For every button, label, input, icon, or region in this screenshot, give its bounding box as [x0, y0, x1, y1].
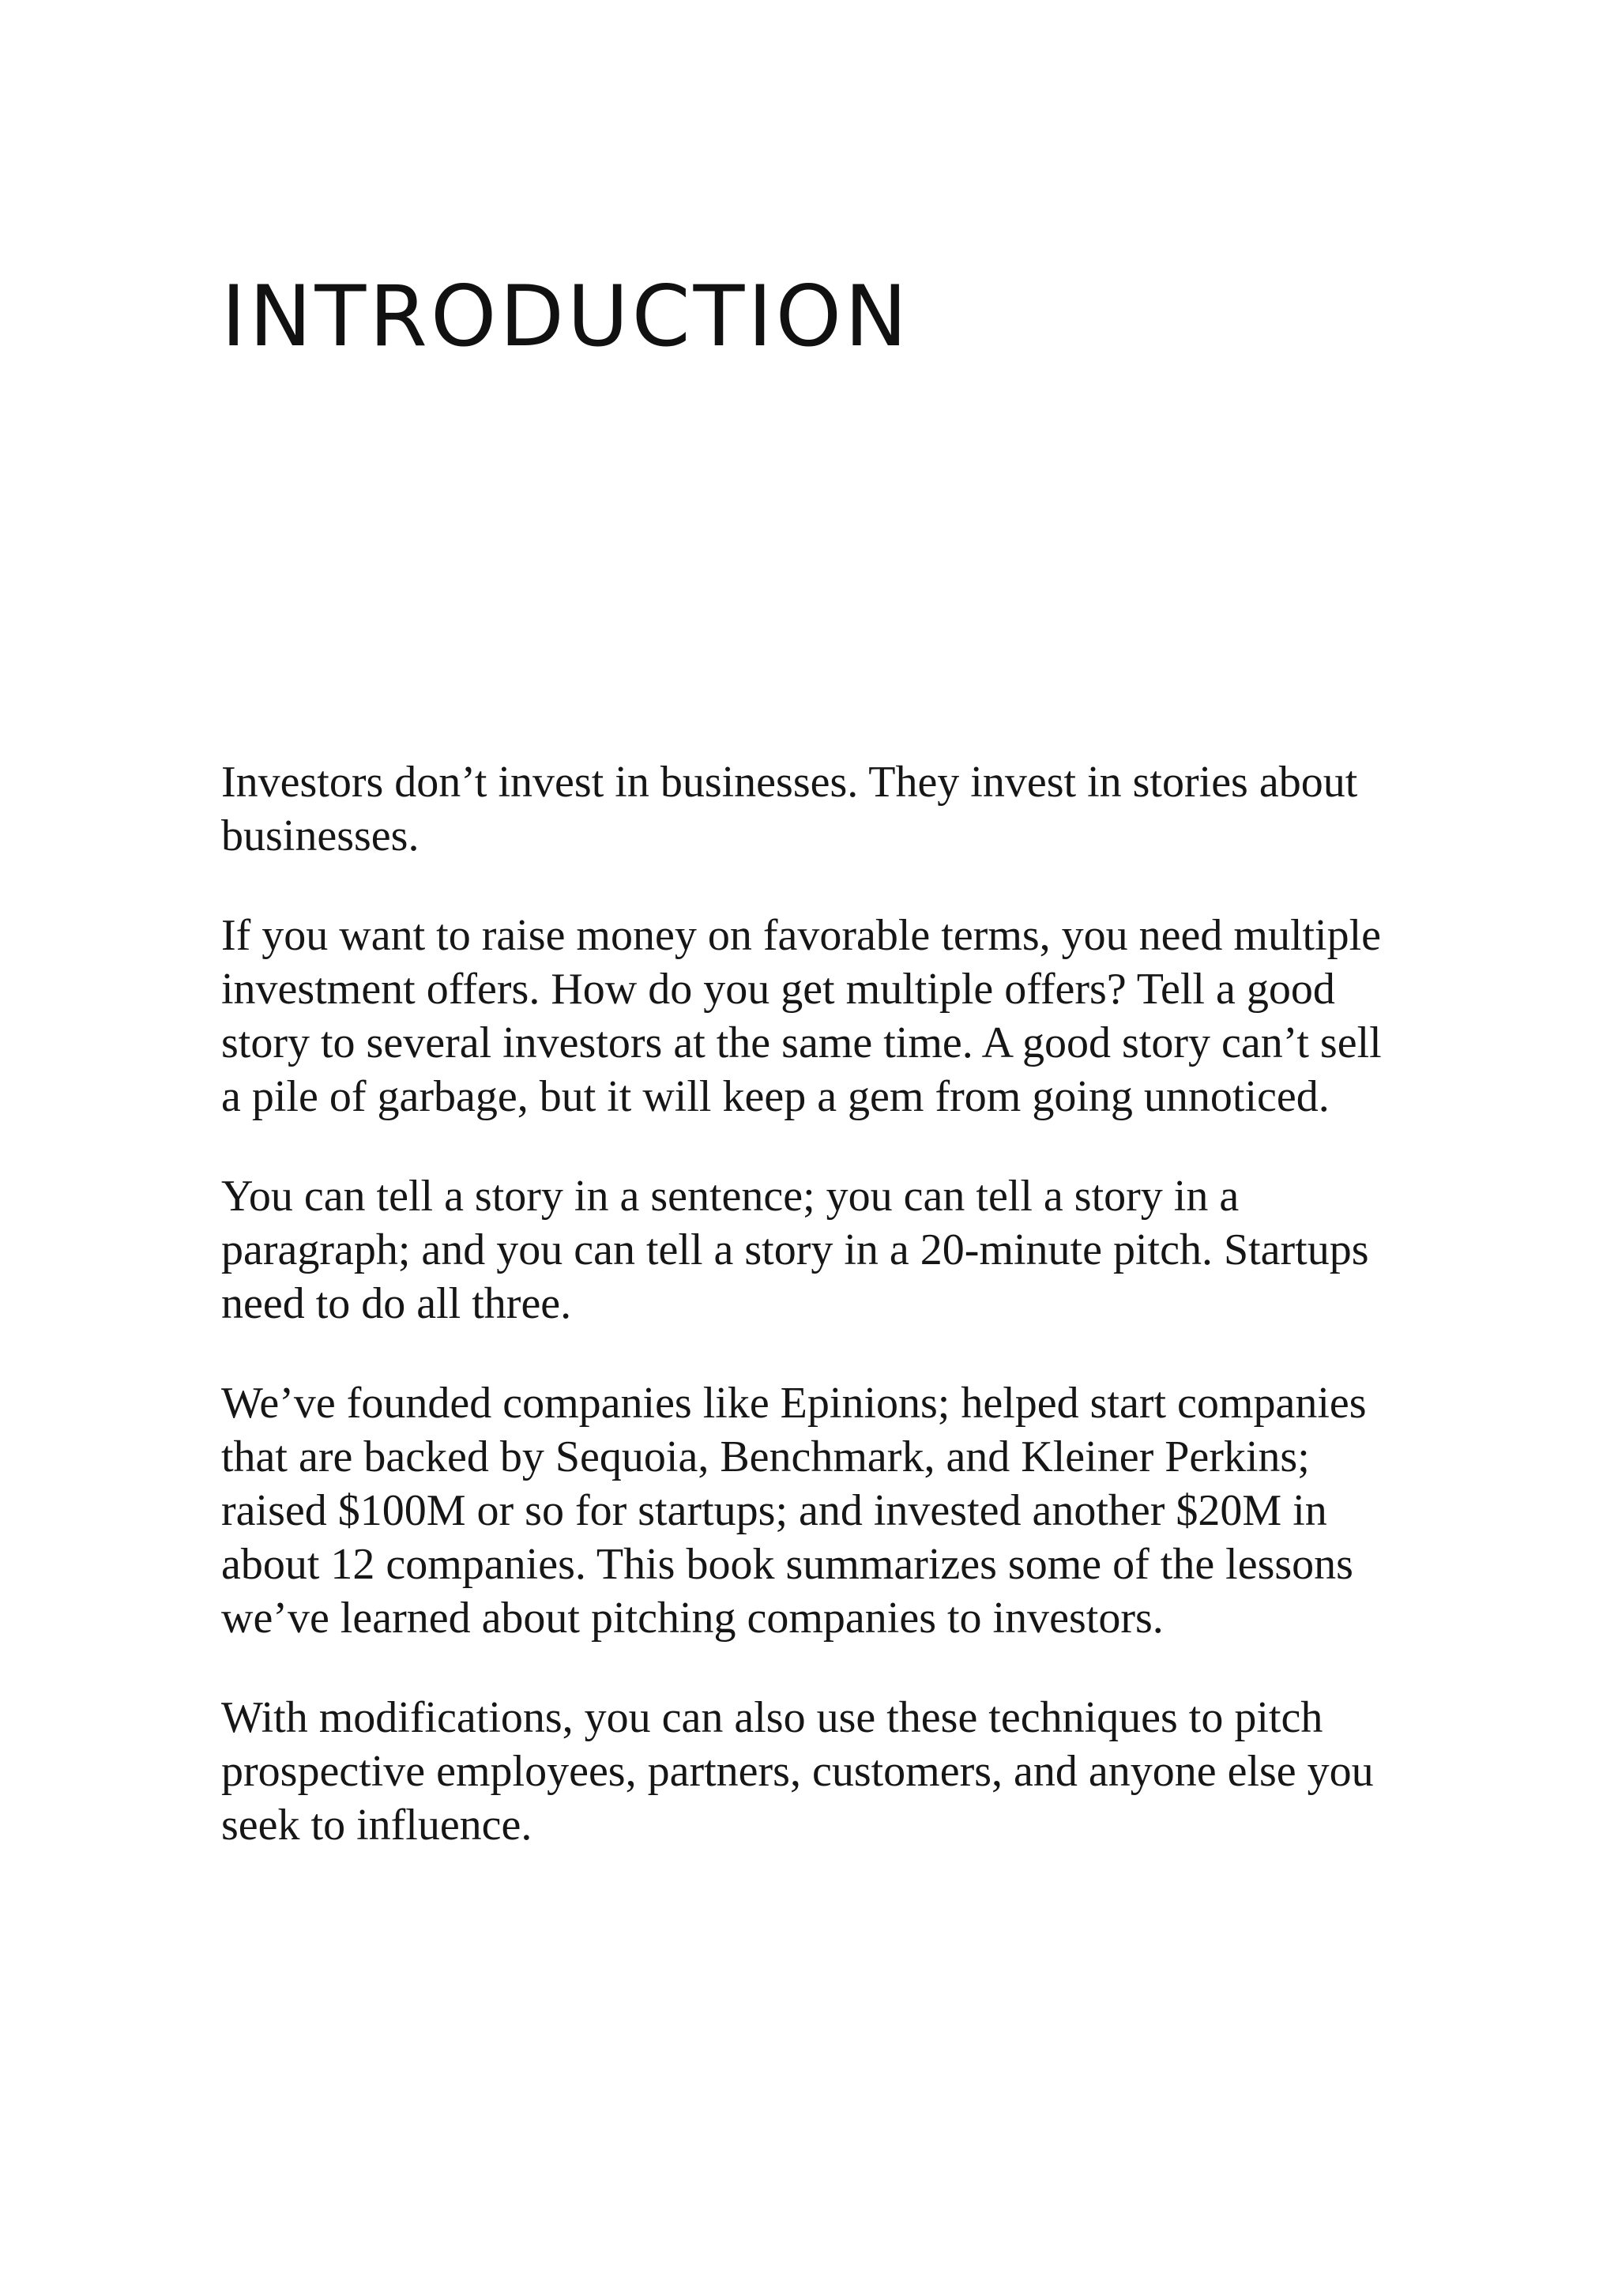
paragraph-4: We’ve founded companies like Epinions; helped start companies that are backed by Sequoia, Benchmark, and Kleiner Perkins; raised $100M or so for startups; and invested another $20M in about 12 companies. This book summarizes some of the lessons we’ve learned about pitching companies to investors.: [221, 1379, 1367, 1643]
paragraph-3: You can tell a story in a sentence; you can tell a story in a paragraph; and you can tell a story in a 20-minute pitch. Startups need to do all three.: [221, 1172, 1369, 1328]
paragraph-5: With modifications, you can also use these techniques to pitch prospective employees, partners, customers, and anyone else you seek to influence.: [221, 1693, 1374, 1850]
chapter-title: INTRODUCTION: [221, 268, 911, 365]
paragraph-1: Investors don’t invest in businesses. They invest in stories about businesses.: [221, 758, 1358, 860]
paragraph-2: If you want to raise money on favorable terms, you need multiple investment offers. How do you get multiple offers? Tell a good story to several investors at the same time. A good story can’t sell a pile of garbage, but it will keep a gem from going unnoticed.: [221, 911, 1382, 1121]
chapter-body: [221, 755, 1406, 1898]
